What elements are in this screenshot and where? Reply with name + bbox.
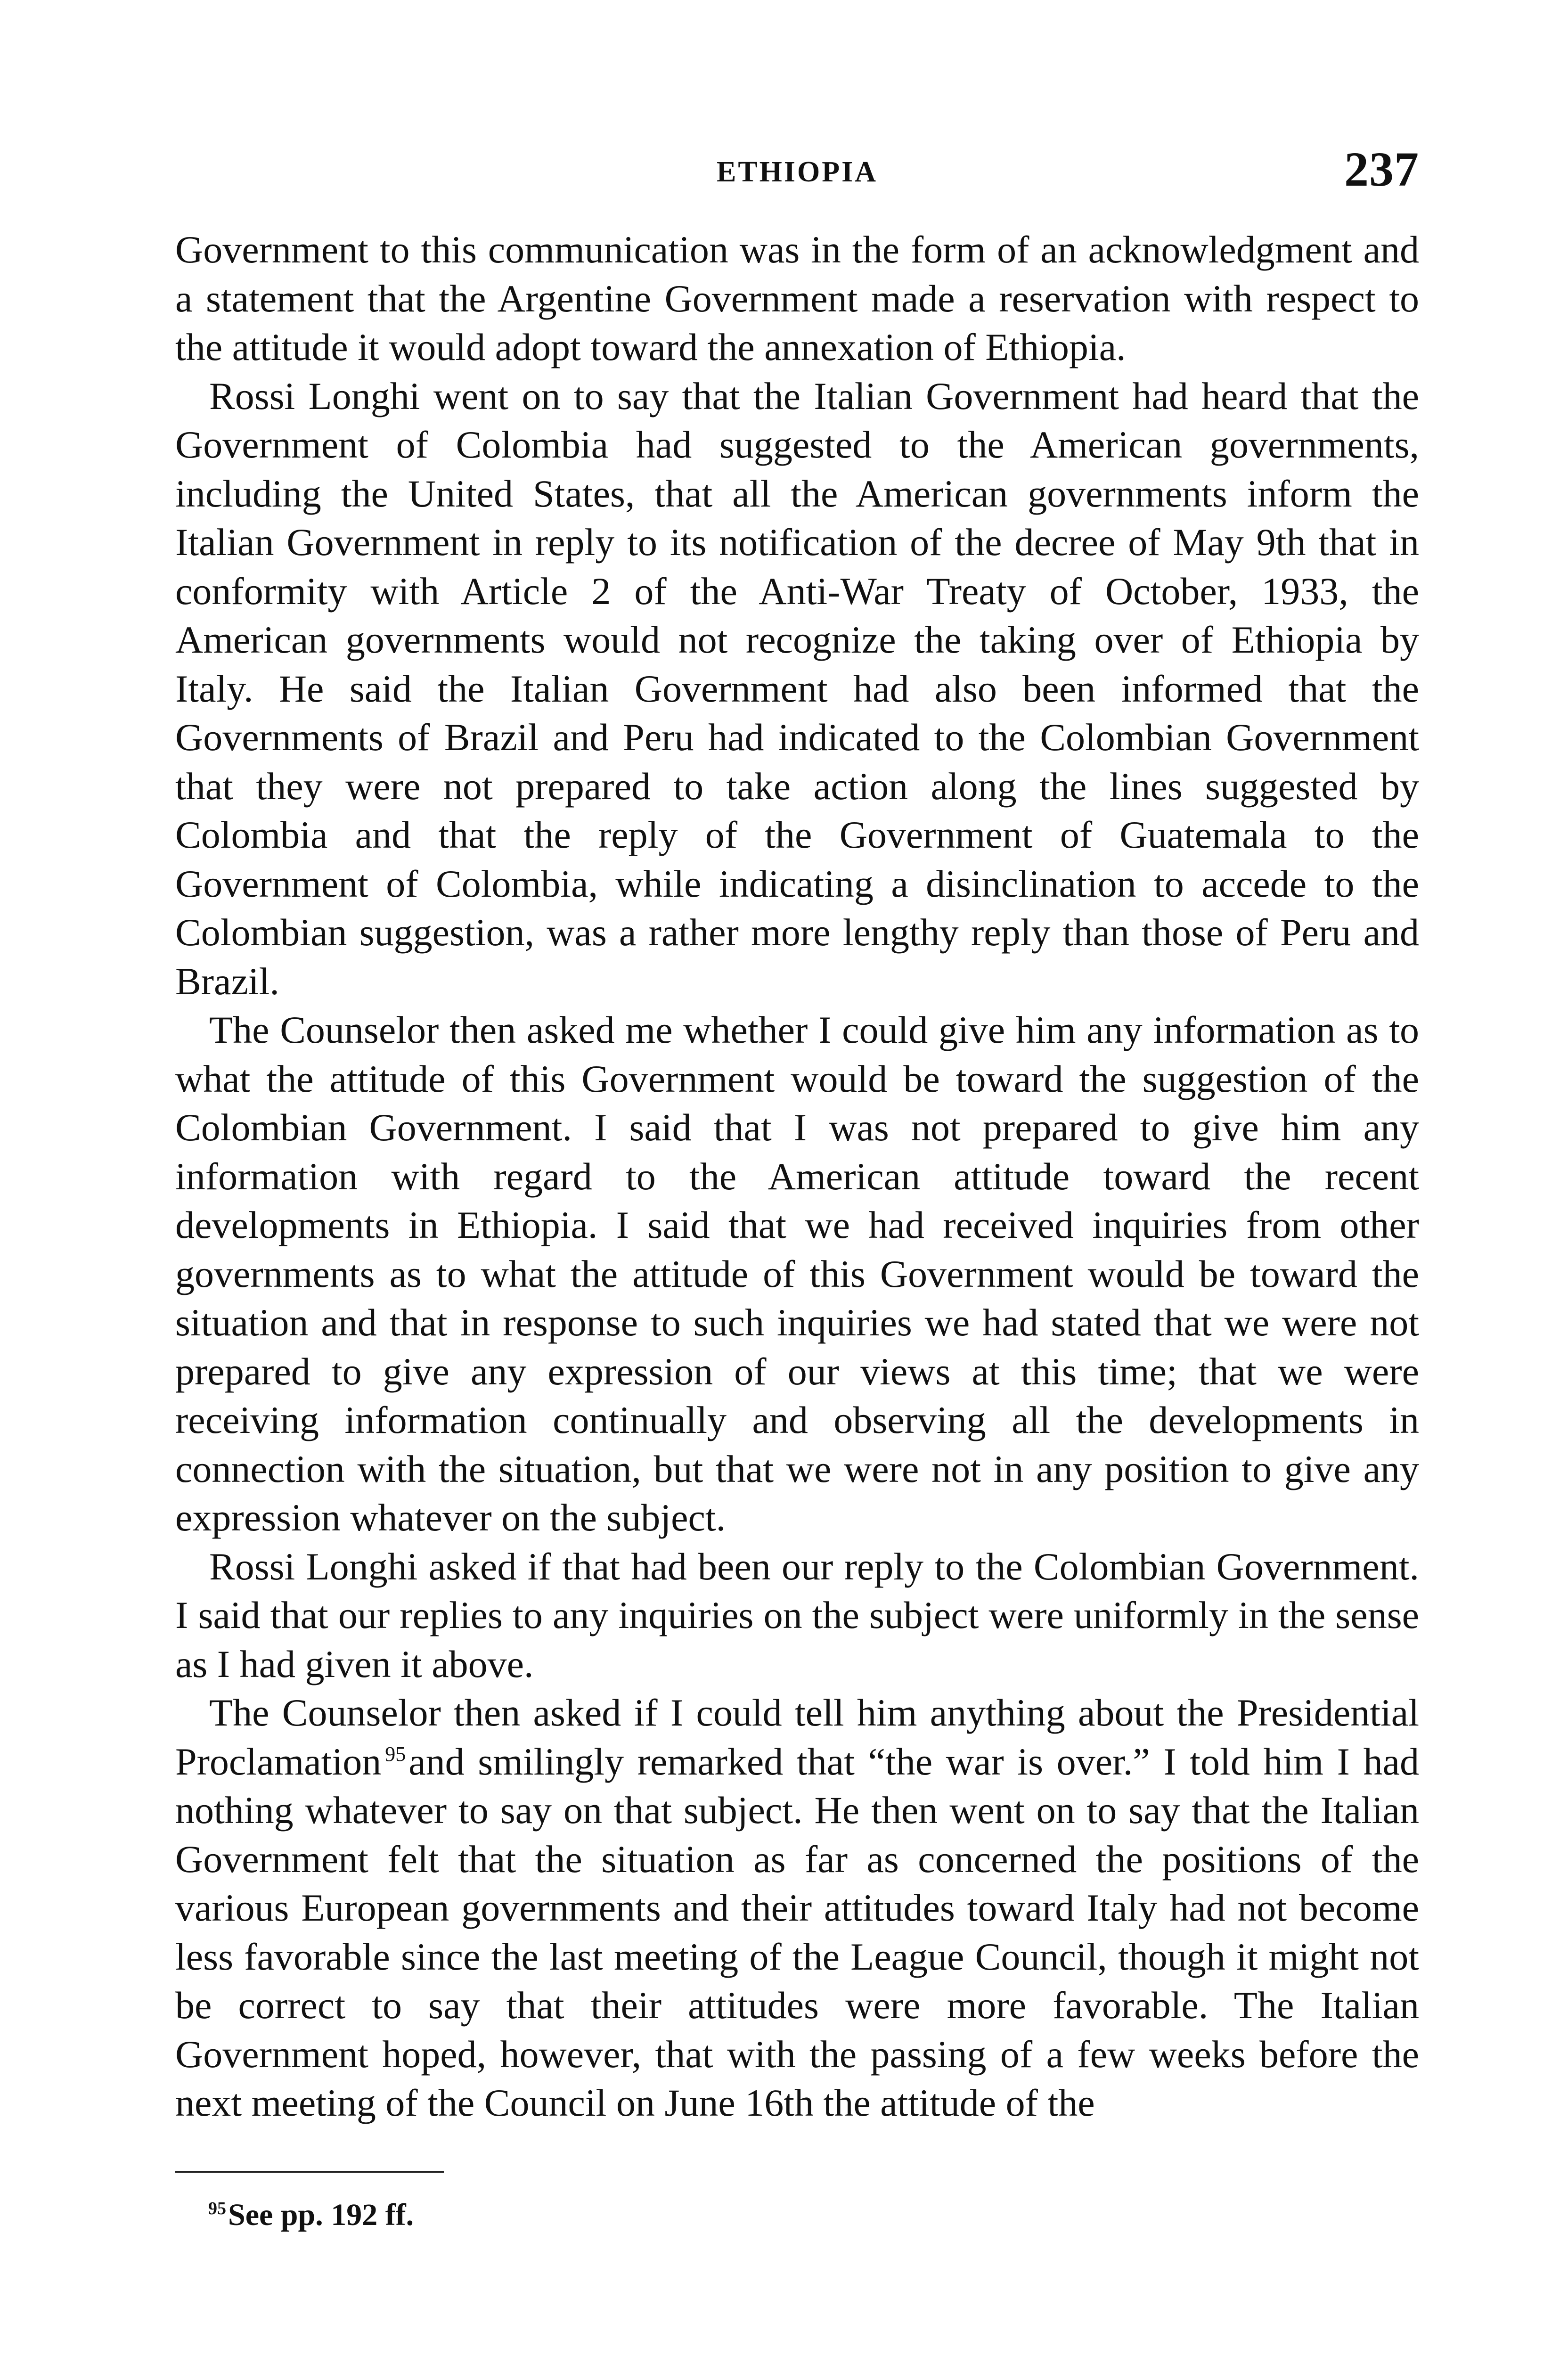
document-page — [175, 141, 1419, 2233]
footnote-reference[interactable]: 95 — [385, 1742, 406, 1766]
page-header — [175, 141, 1419, 212]
footnote — [208, 2197, 1419, 2233]
running-head: ETHIOPIA — [716, 156, 878, 188]
footnote-mark: 95 — [208, 2198, 226, 2218]
paragraph-1: Government to this communication was in the form of an acknowledgment and a statement that the Argentine Government made a reservation with respect to the attitude it would adopt toward the annexation of Ethiopia. — [175, 228, 1419, 368]
paragraph-3: The Counselor then asked me whether I could give him any information as to what the attitude of this Government would be toward the suggestion of the Colombian Government. I said that I was not prepared to give him any information with regard to the American attitude toward the recent developments in Ethiopia. I said that we had received inquiries from other governments as to what the attitude of this Government would be toward the situation and that in response to such inquiries we had stated that we were not prepared to give any expression of our views at this time; that we were receiving information continually and observing all the developments in connection with the situation, but that we were not in any position to give any expression whatever on the subject. — [175, 1008, 1419, 1539]
paragraph-2: Rossi Longhi went on to say that the Italian Government had heard that the Government of Colombia had suggested to the American governments, including the United States, that all the American governments inform the Italian Government in reply to its notification of the decree of May 9th that in conformity with Article 2 of the Anti-War Treaty of October, 1933, the American governments would not recognize the taking over of Ethiopia by Italy. He said the Italian Government had also been informed that the Governments of Brazil and Peru had indicated to the Colombian Government that they were not prepared to take action along the lines suggested by Colombia and that the reply of the Government of Guatemala to the Government of Colombia, while indicating a disinclination to accede to the Colombian suggestion, was a rather more lengthy reply than those of Peru and Brazil. — [175, 374, 1419, 1003]
paragraph-5 — [175, 1688, 1419, 2127]
footnote-text: See pp. 192 ff. — [228, 2197, 414, 2232]
page-number: 237 — [1344, 142, 1419, 196]
paragraph-5-start: The Counselor then asked if I could tell him anything about the Presidential Proclamation — [175, 1691, 1419, 1783]
paragraph-5-end: and smilingly remarked that “the war is over.” I told him I had nothing whatever to say on that subject. He then went on to say that the Italian Government felt that the situation as far as concerned the positions of the various European governments and their attitudes toward Italy had not become less favorable since the last meeting of the League Council, though it might not be correct to say that their attitudes were more favorable. The Italian Government hoped, however, that with the passing of a few weeks before the next meeting of the Council on June 16th the attitude of the — [175, 1740, 1419, 2124]
body-text — [175, 225, 1419, 2127]
footnote-divider — [175, 2171, 444, 2173]
paragraph-4: Rossi Longhi asked if that had been our reply to the Colombian Government. I said that our replies to any inquiries on the subject were uniformly in the sense as I had given it above. — [175, 1545, 1419, 1685]
